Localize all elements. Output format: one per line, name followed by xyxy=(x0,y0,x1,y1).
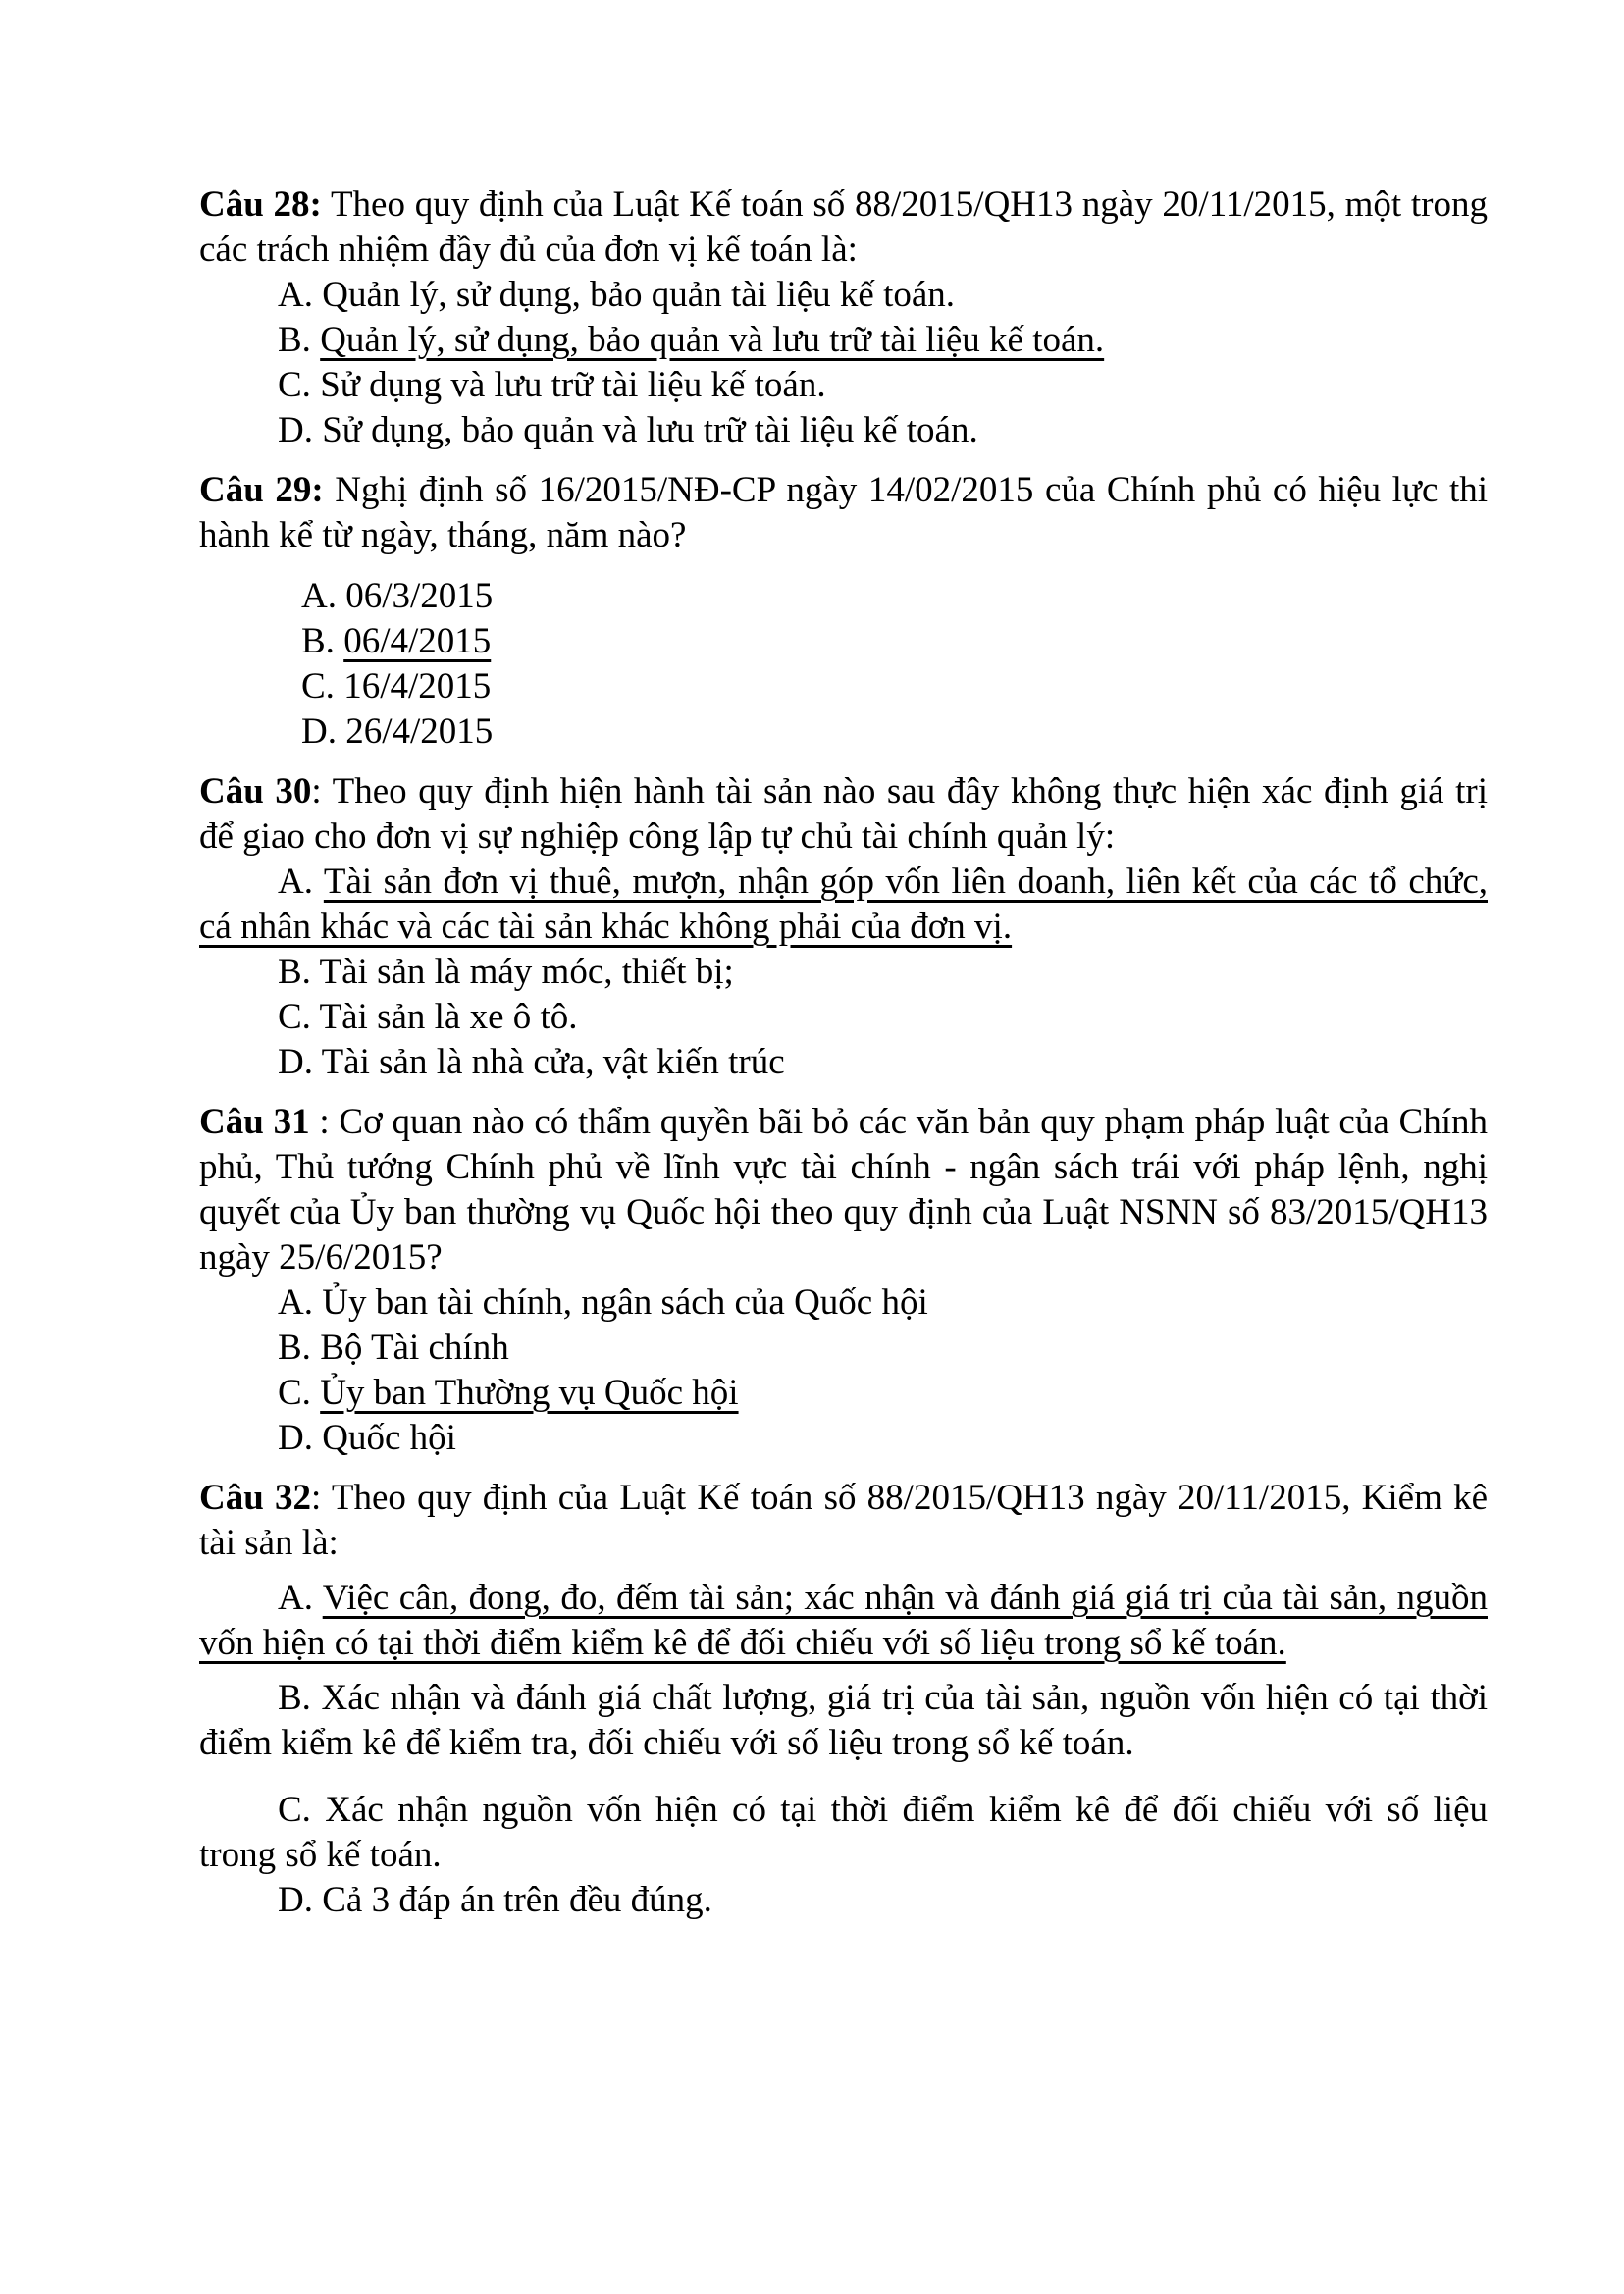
question-label: Câu 32 xyxy=(199,1478,312,1518)
question-label: Câu 28: xyxy=(199,184,322,225)
option-row xyxy=(199,709,1488,755)
option-letter: A. xyxy=(278,275,313,315)
option-text: Sử dụng, bảo quản và lưu trữ tài liệu kế toán. xyxy=(322,410,978,450)
question-28-block xyxy=(199,182,1488,453)
option-text: Quốc hội xyxy=(322,1418,456,1458)
question-31-block xyxy=(199,1100,1488,1461)
option-letter: A. xyxy=(301,576,337,616)
option-text: 16/4/2015 xyxy=(343,666,492,706)
question-paragraph xyxy=(199,1476,1488,1566)
question-label: Câu 29: xyxy=(199,470,324,510)
question-text: Cơ quan nào có thẩm quyền bãi bỏ các văn bản quy phạm pháp luật của Chính phủ, Thủ tướng Chính phủ về lĩnh vực tài chính - ngân sách trái với pháp lệnh, nghị quyết của Ủy ban thường vụ Quốc hội theo quy định của Luật NSNN số 83/2015/QH13 ngày 25/6/2015? xyxy=(199,1102,1488,1277)
option-row xyxy=(199,1371,1488,1416)
option-row xyxy=(199,318,1488,363)
label-separator: : xyxy=(309,1102,340,1142)
option-letter: D. xyxy=(278,1418,313,1458)
option-letter: B. xyxy=(278,1678,311,1718)
question-label: Câu 31 xyxy=(199,1102,310,1142)
label-separator: : xyxy=(311,771,333,811)
option-row xyxy=(199,1878,1488,1923)
question-32-block xyxy=(199,1476,1488,1923)
option-row xyxy=(199,1040,1488,1085)
option-row xyxy=(199,1576,1488,1666)
question-29-block xyxy=(199,468,1488,755)
option-row xyxy=(199,995,1488,1040)
question-paragraph xyxy=(199,182,1488,273)
option-text: Xác nhận nguồn vốn hiện có tại thời điểm kiểm kê để đối chiếu với số liệu trong sổ kế toán. xyxy=(199,1790,1488,1875)
question-text: Theo quy định hiện hành tài sản nào sau đây không thực hiện xác định giá trị để giao cho đơn vị sự nghiệp công lập tự chủ tài chính quản lý: xyxy=(199,771,1488,857)
options-group xyxy=(199,860,1488,1085)
options-group xyxy=(199,574,1488,755)
label-separator xyxy=(324,470,336,510)
option-letter: B. xyxy=(301,621,335,661)
option-row xyxy=(199,1326,1488,1371)
option-row xyxy=(199,273,1488,318)
option-text: 26/4/2015 xyxy=(345,711,494,752)
option-row xyxy=(199,574,1488,619)
option-row xyxy=(199,1416,1488,1461)
option-row xyxy=(199,619,1488,664)
option-text: Quản lý, sử dụng, bảo quản và lưu trữ tài liệu kế toán. xyxy=(320,320,1105,360)
option-text: Sử dụng và lưu trữ tài liệu kế toán. xyxy=(320,365,826,405)
option-row xyxy=(199,363,1488,408)
option-text: Quản lý, sử dụng, bảo quản tài liệu kế toán. xyxy=(322,275,956,315)
option-letter: C. xyxy=(278,1373,311,1413)
option-letter: B. xyxy=(278,320,311,360)
option-letter: A. xyxy=(278,1282,313,1323)
option-letter: C. xyxy=(278,997,311,1037)
question-paragraph xyxy=(199,1100,1488,1280)
option-row xyxy=(199,664,1488,709)
question-30-block xyxy=(199,769,1488,1085)
option-letter: A. xyxy=(278,861,313,902)
options-group xyxy=(199,273,1488,453)
option-text: 06/4/2015 xyxy=(343,621,492,661)
option-letter: D. xyxy=(301,711,337,752)
label-separator xyxy=(322,184,331,225)
options-group xyxy=(199,1280,1488,1461)
label-separator: : xyxy=(311,1478,332,1518)
option-text: Tài sản đơn vị thuê, mượn, nhận góp vốn liên doanh, liên kết của các tổ chức, cá nhân khác và các tài sản khác không phải của đơn vị. xyxy=(199,861,1488,947)
option-text: Bộ Tài chính xyxy=(320,1328,509,1368)
option-letter: A. xyxy=(278,1578,313,1618)
option-text: Ủy ban tài chính, ngân sách của Quốc hội xyxy=(322,1282,928,1323)
option-row xyxy=(199,1676,1488,1766)
question-text: Nghị định số 16/2015/NĐ-CP ngày 14/02/2015 của Chính phủ có hiệu lực thi hành kể từ ngày, tháng, năm nào? xyxy=(199,470,1489,555)
option-letter: C. xyxy=(278,365,311,405)
option-text: Cả 3 đáp án trên đều đúng. xyxy=(322,1880,712,1920)
option-row xyxy=(199,950,1488,995)
option-text: Việc cân, đong, đo, đếm tài sản; xác nhận và đánh giá giá trị của tài sản, nguồn vốn hiện có tại thời điểm kiểm kê để đối chiếu với số liệu trong sổ kế toán. xyxy=(199,1578,1488,1663)
option-text: Xác nhận và đánh giá chất lượng, giá trị của tài sản, nguồn vốn hiện có tại thời điểm kiểm kê để kiểm tra, đối chiếu với số liệu trong sổ kế toán. xyxy=(199,1678,1488,1763)
option-row xyxy=(199,1280,1488,1326)
option-row xyxy=(199,860,1488,950)
option-letter: C. xyxy=(278,1790,311,1830)
question-text: Theo quy định của Luật Kế toán số 88/2015/QH13 ngày 20/11/2015, một trong các trách nhiệm đầy đủ của đơn vị kế toán là: xyxy=(199,184,1488,270)
option-row xyxy=(199,408,1488,453)
option-letter: B. xyxy=(278,1328,311,1368)
option-letter: D. xyxy=(278,410,313,450)
option-row xyxy=(199,1788,1488,1878)
question-paragraph xyxy=(199,769,1488,860)
option-letter: B. xyxy=(278,952,311,992)
option-letter: C. xyxy=(301,666,335,706)
question-label: Câu 30 xyxy=(199,771,312,811)
option-text: Tài sản là nhà cửa, vật kiến trúc xyxy=(321,1042,785,1082)
question-paragraph xyxy=(199,468,1488,558)
options-group xyxy=(199,1576,1488,1923)
question-text: Theo quy định của Luật Kế toán số 88/2015/QH13 ngày 20/11/2015, Kiểm kê tài sản là: xyxy=(199,1478,1488,1563)
option-text: Tài sản là máy móc, thiết bị; xyxy=(319,952,734,992)
option-text: Tài sản là xe ô tô. xyxy=(319,997,578,1037)
option-text: Ủy ban Thường vụ Quốc hội xyxy=(320,1373,739,1413)
option-text: 06/3/2015 xyxy=(345,576,494,616)
page-content xyxy=(199,182,1488,1923)
option-letter: D. xyxy=(278,1042,313,1082)
option-letter: D. xyxy=(278,1880,313,1920)
